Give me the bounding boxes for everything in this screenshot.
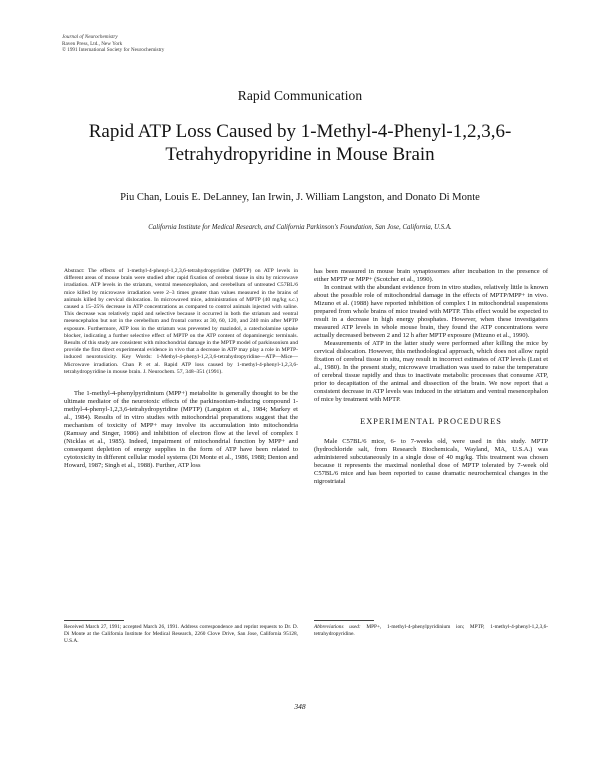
footnote-divider-left	[64, 620, 124, 621]
article-title: Rapid ATP Loss Caused by 1-Methyl-4-Phenyl-1,2,3,6-Tetrahydropyridine in Mouse Brain	[88, 121, 512, 165]
section-label: Rapid Communication	[237, 88, 363, 103]
page-number: 348	[294, 702, 306, 711]
copyright-line: © 1991 International Society for Neurochemistry	[62, 47, 165, 54]
intro-paragraph-1: The 1-methyl-4-phenylpyridinium (MPP+) metabolite is generally thought to be the ultimate mediator of the neurotoxic effects of the parkinsonism-inducing compound 1-methyl-4-phenyl-1,2,3,6-tetrahydropyridine (MPTP) (Langston et al., 1984; Markey et al., 1984). Results of in vitro studies with mitochondrial preparations suggest that the mechanism of toxicity of MPP+ may involve its accumulation into mitochondria (Ramsay and Singer, 1986) and inhibition of electron flow at the level of complex I (Nicklas et al., 1985). Indeed, impairment of mitochondrial function by MPP+ and consequent depletion of energy supplies in the form of ATP have been related to cytotoxicity in different cellular model systems (Di Monte et al., 1986, 1988; Denton and Howard, 1987; Singh et al., 1988). Further, ATP loss	[64, 390, 298, 470]
intro-paragraph-2: In contrast with the abundant evidence from in vitro studies, relatively little is known about the possible role of mitochondrial damage in the effects of MPTP/MPP+ in vivo. Mizuno et al. (1988) have reported inhibition of complex I in mitochondrial suspensions prepared from whole brains of mice treated with MPTP. This effect would be expected to result in a decrease in high energy phosphates. However, when these investigators measured ATP levels in whole mouse brain, they found the ATP concentrations were actually decreased between 2 and 12 h after MPTP exposure (Mizuno et al., 1990).	[314, 284, 548, 339]
abbreviations-footnote	[314, 624, 548, 638]
intro-paragraph-3: Measurements of ATP in the latter study were performed after killing the mice by cervical dislocation. However, this methodological approach, which does not allow rapid fixation of cerebral tissue in situ, may result in incorrect estimates of ATP levels (Lust et al., 1980). In the present study, microwave irradiation was used to raise the temperature of cerebral tissue rapidly and thus to inactivate metabolic processes that consume ATP, prior to decapitation of the animal and dissection of the brain. We now report that a consistent decrease in ATP levels was induced in the striatum and ventral mesencephalon of mice by treatment with MPTP.	[314, 340, 548, 403]
methods-paragraph-1: Male C57BL/6 mice, 6- to 7-weeks old, were used in this study. MPTP (hydrochloride salt, from Research Biochemicals, Wayland, MA, U.S.A.) was administered subcutaneously in a single dose of 40 mg/kg. This treatment was chosen because it represents the maximal nonlethal dose of MPTP tolerated by 7-week old C57BL/6 mice and has been reported to cause dramatic neurochemical changes in the nigrostriatal	[314, 438, 548, 485]
journal-name: Journal of Neurochemistry	[62, 34, 118, 40]
received-footnote: Received March 27, 1991; accepted March 26, 1991. Address correspondence and reprint requests to Dr. D. Di Monte at the California Institute for Medical Research, 2260 Clove Drive, San Jose, California 95128, U.S.A.	[64, 624, 298, 644]
publisher-line: Raven Press, Ltd., New York	[62, 40, 123, 47]
journal-header	[62, 34, 262, 54]
footnote-divider-right	[314, 620, 374, 621]
right-column	[314, 268, 548, 486]
intro-paragraph-continued: has been measured in mouse brain synaptosomes after incubation in the presence of either MPTP or MPP+ (Scotcher et al., 1990).	[314, 268, 548, 283]
abbreviations-text: MPP+, 1-methyl-4-phenylpyridinium ion; MPTP, 1-methyl-4-phenyl-1,2,3,6-tetrahydropyridine.	[314, 624, 548, 637]
abbreviations-label: Abbreviations used:	[314, 624, 361, 630]
abstract: Abstract: The effects of 1-methyl-4-phenyl-1,2,3,6-tetrahydropyridine (MPTP) on ATP levels in different areas of mouse brain were studied after rapid fixation of cerebral tissue in situ by microwave irradiation. ATP levels in the striatum, ventral mesencephalon, and cerebellum of untreated C57BL/6 mice killed by microwave irradiation were 2–3 times greater than values measured in the brains of animals killed by cervical dislocation. In microwaved mice, administration of MPTP (40 mg/kg s.c.) caused a 15–25% decrease in ATP concentrations as compared to control animals injected with saline. This decrease was relatively rapid and selective because it occurred in both the striatum and ventral mesencephalon but not in the cerebellum and frontal cortex at 30, 60, 120, and 240 min after MPTP exposure. Furthermore, ATP loss in the striatum was prevented by mazindol, a catecholamine uptake blocker, indicating a further selective effect of MPTP on the ATP content of dopaminergic terminals. Results of this study are consistent with mitochondrial damage in the MPTP model of parkinsonism and provide the first direct experimental evidence in vivo that a decrease in ATP may play a role in MPTP-induced neurotoxicity. Key Words: 1-Methyl-4-phenyl-1,2,3,6-tetrahydropyridine—ATP—Mice—Microwave irradiation. Chan P. et al. Rapid ATP loss caused by 1-methyl-4-phenyl-1,2,3,6-tetrahydropyridine in mouse brain. J. Neurochem. 57, 348–351 (1991).	[64, 268, 298, 375]
author-list: Piu Chan, Louis E. DeLanney, Ian Irwin, J. William Langston, and Donato Di Monte	[120, 192, 480, 203]
left-column	[64, 268, 298, 470]
section-heading-methods: EXPERIMENTAL PROCEDURES	[360, 417, 502, 426]
affiliation: California Institute for Medical Research, and California Parkinson's Foundation, San Jose, California, U.S.A.	[148, 224, 452, 231]
